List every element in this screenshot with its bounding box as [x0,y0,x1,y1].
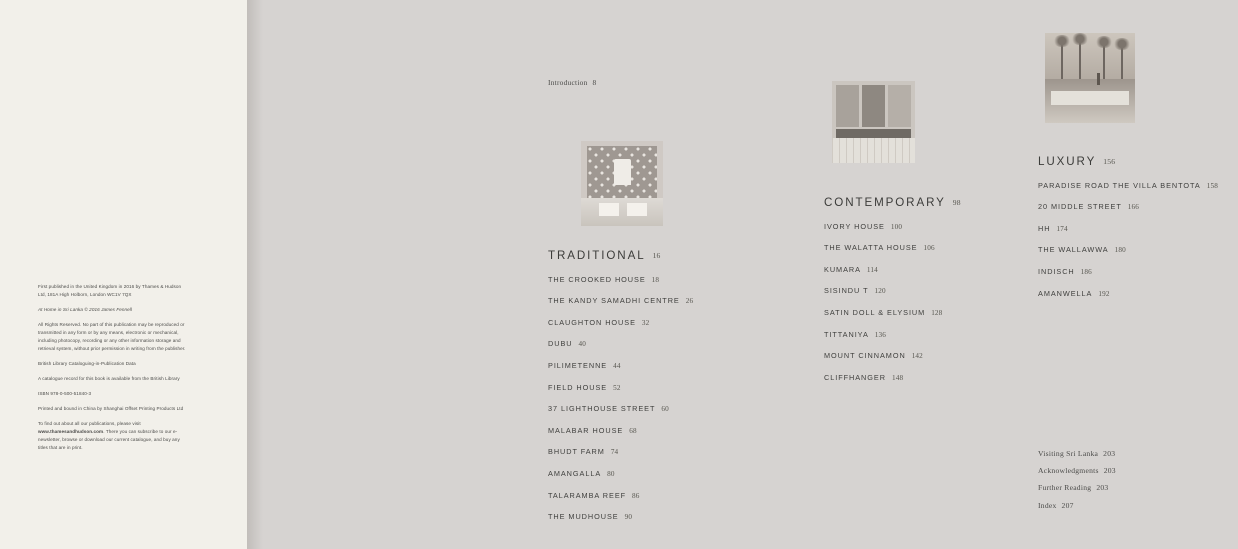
chair-left [599,203,619,216]
colophon-isbn: ISBN 978-0-500-51840-3 [38,391,92,397]
pool [1051,91,1129,105]
entry-page: 114 [866,265,878,274]
colophon-text [38,283,186,459]
chair-right [627,203,647,216]
entry-page: 166 [1127,203,1139,212]
list-item[interactable] [548,383,693,392]
list-item[interactable] [1038,502,1238,510]
list-item[interactable] [548,275,693,284]
entry-page: 192 [1098,289,1110,298]
entry-label: TITTANIYA [824,329,869,339]
entry-page: 26 [685,297,694,306]
list-item[interactable] [824,330,942,339]
list-item[interactable] [1038,181,1218,190]
list-item[interactable] [824,351,942,360]
list-item[interactable] [1038,484,1238,492]
traditional-plate-artwork [581,141,663,226]
wall-panels [836,85,911,127]
entry-page: 74 [610,448,619,457]
entry-page: 106 [923,244,935,253]
entry-page: 203 [1103,466,1116,476]
section-title-luxury[interactable] [1038,155,1115,168]
list-item[interactable] [824,222,942,231]
list-item[interactable] [824,373,942,382]
list-item[interactable] [1038,289,1218,298]
entry-label: PARADISE ROAD THE VILLA BENTOTA [1038,180,1201,190]
colophon-cip-line: British Library Cataloguing-in-Publication Data [38,361,136,367]
floor [581,198,663,226]
list-item[interactable] [824,243,942,252]
traditional-plate-image [581,141,663,226]
chair-back [614,159,631,185]
entry-label: THE KANDY SAMADHI CENTRE [548,296,680,306]
palm-crown [1071,33,1089,45]
entry-page: 207 [1061,500,1074,510]
entry-label: AMANWELLA [1038,288,1093,298]
luxury-plate-artwork [1045,33,1135,123]
section-page: 156 [1103,157,1116,166]
introduction-label: Introduction [548,78,588,87]
section-title-text: LUXURY [1038,155,1097,168]
entry-page: 148 [891,373,904,382]
section-entry-list [824,209,942,382]
luxury-plate-image [1045,33,1135,123]
entry-page: 203 [1103,449,1116,458]
list-item[interactable] [548,361,693,370]
contents-entry-introduction[interactable] [548,78,597,87]
entry-label: BHUDT FARM [548,447,605,457]
list-item[interactable] [548,404,693,413]
entry-page: 60 [661,405,669,414]
section-title-text: TRADITIONAL [548,249,646,262]
list-item[interactable] [1038,224,1218,233]
entry-page: 86 [632,491,640,500]
colophon-note-text: To find out about all our publications, please visit [38,421,141,427]
entry-page: 186 [1080,267,1092,276]
entry-label: THE WALLAWWA [1038,245,1109,255]
figure [1097,73,1100,85]
list-item[interactable] [1038,467,1238,475]
entry-label: MOUNT CINNAMON [824,351,906,361]
list-item[interactable] [1038,202,1218,211]
list-item[interactable] [1038,450,1238,458]
entry-page: 80 [607,469,615,478]
colophon-copyright-line: At Home in Sri Lanka © 2016 James Fennell [38,307,132,313]
section-page: 16 [652,251,661,260]
entry-label: THE WALATTA HOUSE [824,243,918,253]
palm-crown [1095,36,1113,48]
list-item[interactable] [548,447,693,456]
entry-label: INDISCH [1038,266,1075,276]
entry-page: 32 [641,318,650,327]
list-item[interactable] [548,296,693,305]
introduction-page: 8 [592,78,597,87]
entry-label: Acknowledgments [1038,466,1099,476]
section-page: 98 [952,198,961,207]
list-item[interactable] [824,265,942,274]
contemporary-plate-artwork [832,81,915,163]
entry-label: SISINDU T [824,286,869,296]
section-entry-list [548,262,693,521]
list-item[interactable] [548,426,693,435]
colophon-publisher-note [38,420,186,452]
dark-band [836,129,911,138]
colophon-catalogue-line: A catalogue record for this book is available from the British Library [38,376,180,382]
entry-page: 40 [578,340,586,349]
colophon-note-text-2: . There you can subscribe to our e-newsletter, browse or download our current catalogue, and buy any titles that are in print. [38,429,180,451]
entry-label: Visiting Sri Lanka [1038,449,1099,458]
entry-label: Further Reading [1038,483,1092,493]
entry-label: DUBU [548,339,573,349]
entry-page: 142 [911,352,923,361]
contemporary-plate-image [832,81,915,163]
entry-label: SATIN DOLL & ELYSIUM [824,307,926,317]
entry-page: 68 [629,426,637,435]
entry-page: 128 [931,308,943,317]
entry-page: 180 [1114,246,1126,255]
entry-label: TALARAMBA REEF [548,490,627,500]
entry-page: 100 [890,222,903,231]
list-item[interactable] [1038,267,1218,276]
list-item[interactable] [824,286,942,295]
entry-page: 90 [624,513,633,522]
list-item[interactable] [824,308,942,317]
list-item[interactable] [548,512,693,521]
list-item[interactable] [548,339,693,348]
copyright-page [0,0,247,549]
entry-label: MALABAR HOUSE [548,425,624,435]
entry-label: AMANGALLA [548,468,602,478]
tiled-floor [832,138,915,163]
section-title-contemporary[interactable] [824,196,961,209]
entry-page: 203 [1096,483,1109,493]
colophon-rights-paragraph: All Rights Reserved. No part of this publication may be reproduced or transmitted in any form or by any means, electronic or mechanical, including photocopy, recording or any other information storage and retrieval system, without prior permission in writing from the publisher. [38,322,186,352]
section-entry-list [1038,168,1218,298]
section-title-traditional[interactable] [548,249,661,262]
colophon-printing-line: Printed and bound in China by Shanghai Offset Printing Products Ltd [38,406,184,412]
entry-label: IVORY HOUSE [824,221,885,231]
list-item[interactable] [1038,245,1218,254]
entry-page: 158 [1206,181,1218,190]
entry-label: 37 LIGHTHOUSE STREET [548,404,656,414]
entry-page: 174 [1056,224,1068,233]
entry-page: 52 [613,383,621,392]
list-item[interactable] [548,469,693,478]
entry-label: CLIFFHANGER [824,372,886,382]
entry-label: THE MUDHOUSE [548,512,619,522]
palm-crown [1113,38,1131,50]
entry-page: 18 [651,275,660,284]
entry-label: FIELD HOUSE [548,382,608,392]
entry-label: CLAUGHTON HOUSE [548,317,636,327]
entry-page: 120 [874,287,886,296]
section-title-text: CONTEMPORARY [824,196,946,209]
back-matter-list [1038,450,1238,519]
colophon-paragraph: First published in the United Kingdom in 2016 by Thames & Hudson Ltd, 181A High Holborn, London WC1V 7QX [38,284,182,298]
entry-label: THE CROOKED HOUSE [548,274,646,284]
entry-label: HH [1038,223,1051,233]
entry-page: 136 [874,330,886,339]
publisher-website[interactable]: www.thamesandhudson.com [38,429,104,435]
contents-page [247,0,1218,549]
entry-label: PILIMETENNE [548,360,608,370]
list-item[interactable] [548,318,693,327]
palm-crown [1053,35,1071,47]
entry-label: Index [1038,500,1057,510]
entry-page: 44 [613,361,621,370]
entry-label: KUMARA [824,264,861,274]
entry-label: 20 MIDDLE STREET [1038,202,1122,212]
list-item[interactable] [548,491,693,500]
